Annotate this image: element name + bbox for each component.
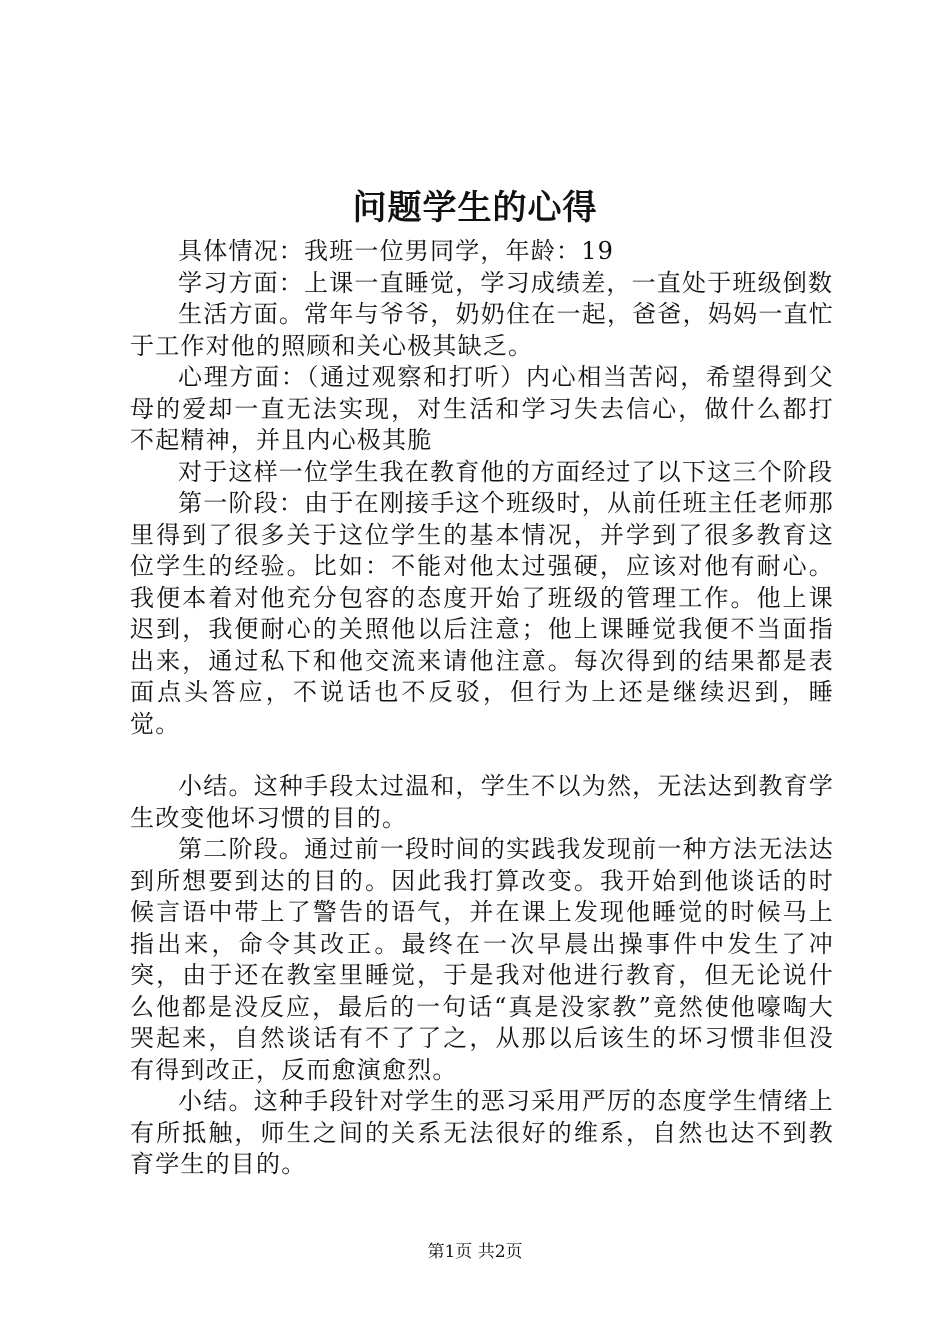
document-title: 问题学生的心得 xyxy=(352,188,598,228)
paragraph-stages-intro: 对于这样一位学生我在教育他的方面经过了以下这三个阶段 xyxy=(178,457,834,486)
paragraph-stage-two: 第二阶段。通过前一段时间的实践我发现前一种方法无法达到所想要到达的目的。因此我打算改变。我开始到他谈话的时候言语中带上了警告的语气，并在课上发现他睡觉的时候马上指出来，命令其改正。最终在一次早晨出操事件中发生了冲突，由于还在教室里睡觉，于是我对他进行教育，但无论说什么他都是没反应，最后的一句话“真是没家教”竟然使他嚎啕大哭起来，自然谈话有不了了之，从那以后该生的坏习惯非但没有得到改正，反而愈演愈烈。 xyxy=(130,835,834,1084)
paragraph-situation: 具体情况：我班一位男同学，年龄：19 xyxy=(178,237,615,265)
paragraph-study: 学习方面：上课一直睡觉，学习成绩差，一直处于班级倒数 xyxy=(178,268,834,297)
page-number-footer: 第1页 共2页 xyxy=(427,1242,523,1262)
paragraph-summary-two: 小结。这种手段针对学生的恶习采用严厉的态度学生情绪上有所抵触，师生之间的关系无法很好的维系，自然也达不到教育学生的目的。 xyxy=(130,1087,834,1178)
paragraph-stage-one: 第一阶段：由于在刚接手这个班级时，从前任班主任老师那里得到了很多关于这位学生的基本情况，并学到了很多教育这位学生的经验。比如：不能对他太过强硬，应该对他有耐心。我便本着对他充分包容的态度开始了班级的管理工作。他上课迟到，我便耐心的关照他以后注意；他上课睡觉我便不当面指出来，通过私下和他交流来请他注意。每次得到的结果都是表面点头答应，不说话也不反驳，但行为上还是继续迟到，睡觉。 xyxy=(130,489,834,738)
paragraph-summary-one: 小结。这种手段太过温和，学生不以为然，无法达到教育学生改变他坏习惯的目的。 xyxy=(130,772,834,832)
paragraph-life: 生活方面。常年与爷爷，奶奶住在一起，爸爸，妈妈一直忙于工作对他的照顾和关心极其缺乏。 xyxy=(130,300,834,360)
paragraph-psychology: 心理方面：（通过观察和打听）内心相当苦闷，希望得到父母的爱却一直无法实现，对生活和学习失去信心，做什么都打不起精神，并且内心极其脆 xyxy=(130,363,834,454)
document-body xyxy=(130,236,834,1181)
